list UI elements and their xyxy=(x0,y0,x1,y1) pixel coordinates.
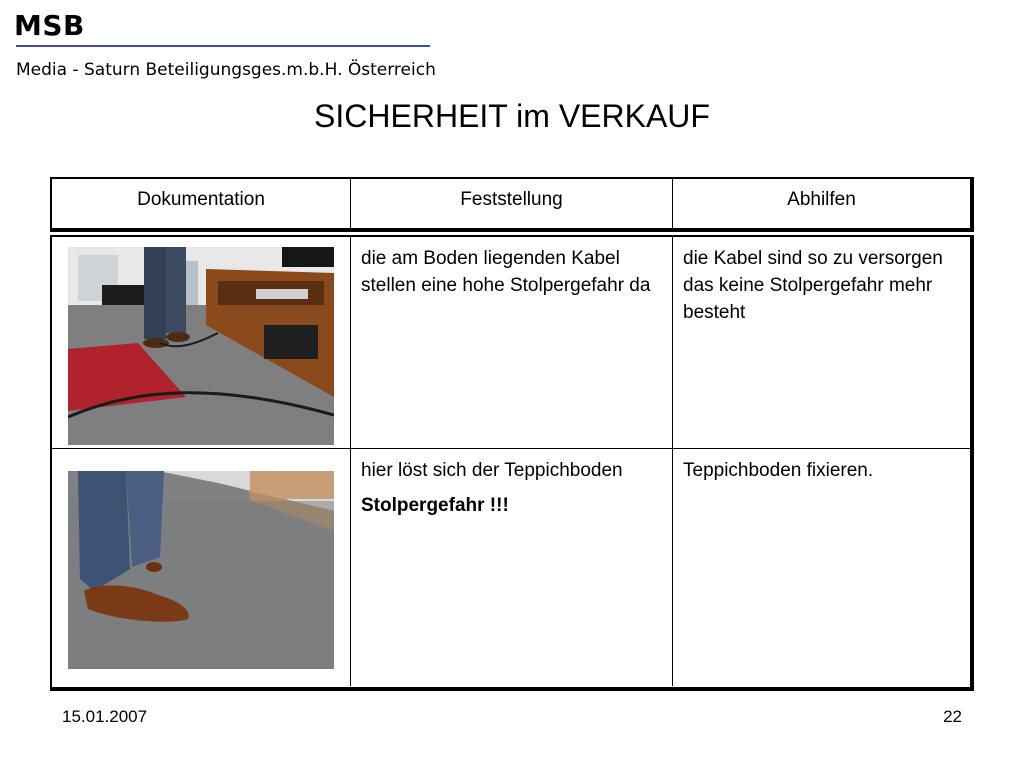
documentation-cell xyxy=(52,449,350,686)
slide-title: SICHERHEIT im VERKAUF xyxy=(314,98,710,134)
logo-mark: MSB xyxy=(14,9,85,42)
photo-loose-carpet xyxy=(68,471,334,669)
finding-text: hier löst sich der Teppichboden xyxy=(361,460,623,481)
trip-hazard-warning: Stolpergefahr !!! xyxy=(361,495,509,516)
logo-rule xyxy=(16,45,430,47)
header-remedy: Abhilfen xyxy=(672,179,970,228)
remedy-cell: Teppichboden fixieren. xyxy=(672,449,970,686)
header-documentation: Dokumentation xyxy=(137,189,265,210)
finding-cell xyxy=(350,449,672,686)
table-header xyxy=(50,177,974,232)
table-body xyxy=(50,235,974,691)
footer-date: 15.01.2007 xyxy=(62,707,148,726)
table-row xyxy=(52,237,970,449)
remedy-cell: die Kabel sind so zu versorgen das keine Stolpergefahr mehr besteht xyxy=(672,237,970,448)
page-number: 22 xyxy=(943,707,962,726)
header-finding: Feststellung xyxy=(350,179,672,228)
documentation-cell xyxy=(52,237,350,448)
photo-cables-on-floor xyxy=(68,247,334,445)
logo-subtitle: Media - Saturn Beteiligungsges.m.b.H. Österreich xyxy=(16,60,436,80)
finding-cell: die am Boden liegenden Kabel stellen eine hohe Stolpergefahr da xyxy=(350,237,672,448)
company-logo xyxy=(14,9,436,80)
table-row xyxy=(52,449,970,686)
